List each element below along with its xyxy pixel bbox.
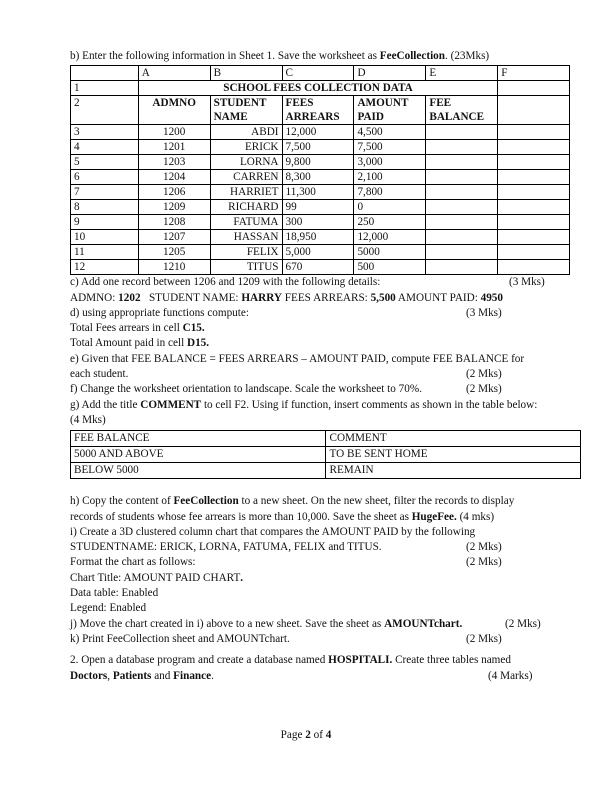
fee-balance-cell bbox=[426, 215, 498, 230]
row-number: 2 bbox=[71, 96, 139, 125]
empty-cell bbox=[498, 155, 570, 170]
question-h: h) Copy the content of FeeCollection to a new sheet. On the new sheet, filter the records to display bbox=[70, 495, 515, 508]
admno-cell: 1201 bbox=[138, 140, 210, 155]
column-letter bbox=[71, 66, 139, 81]
student-name-cell: RICHARD bbox=[210, 200, 282, 215]
question-f: f) Change the worksheet orientation to landscape. Scale the worksheet to 70%. (2 Mks) bbox=[70, 383, 502, 396]
fees-arrears-cell: 11,300 bbox=[282, 185, 354, 200]
fees-arrears-cell: 8,300 bbox=[282, 170, 354, 185]
row-number: 11 bbox=[71, 245, 139, 260]
question-2-cont: Doctors, Patients and Finance. (4 Marks) bbox=[70, 669, 533, 682]
fee-balance-cell bbox=[426, 125, 498, 140]
comment-table bbox=[70, 430, 581, 479]
admno-cell: 1210 bbox=[138, 260, 210, 275]
empty-cell bbox=[498, 185, 570, 200]
document-page bbox=[70, 49, 550, 684]
fees-arrears-cell: 7,500 bbox=[282, 140, 354, 155]
fees-arrears-cell: 300 bbox=[282, 215, 354, 230]
question-i: i) Create a 3D clustered column chart that compares the AMOUNT PAID by the following bbox=[70, 525, 476, 538]
question-h-cont: records of students whose fee arrears is more than 10,000. Save the sheet as HugeFee. (4 mks) bbox=[70, 510, 495, 523]
row-number: 4 bbox=[71, 140, 139, 155]
column-header: FEES ARREARS bbox=[282, 96, 354, 125]
question-i-legend: Legend: Enabled bbox=[70, 602, 147, 615]
question-g-marks: (4 Mks) bbox=[70, 413, 106, 426]
column-letter: A bbox=[138, 66, 210, 81]
fee-balance-cell bbox=[426, 245, 498, 260]
comment-cell: BELOW 5000 bbox=[71, 463, 326, 479]
student-name-cell: TITUS bbox=[210, 260, 282, 275]
empty-cell bbox=[498, 81, 570, 96]
column-letter: E bbox=[426, 66, 498, 81]
empty-cell bbox=[498, 200, 570, 215]
question-i-students: STUDENTNAME: ERICK, LORNA, FATUMA, FELIX and TITUS. (2 Mks) bbox=[70, 541, 502, 554]
question-e-cont: each student. (2 Mks) bbox=[70, 368, 502, 381]
question-k: k) Print FeeCollection sheet and AMOUNTchart. (2 Mks) bbox=[70, 632, 502, 645]
fee-balance-cell bbox=[426, 185, 498, 200]
empty-cell bbox=[498, 230, 570, 245]
question-d: d) using appropriate functions compute: (3 Mks) bbox=[70, 306, 502, 319]
fees-arrears-cell: 9,800 bbox=[282, 155, 354, 170]
amount-paid-cell: 2,100 bbox=[354, 170, 426, 185]
empty-cell bbox=[498, 125, 570, 140]
student-name-cell: HASSAN bbox=[210, 230, 282, 245]
question-e: e) Given that FEE BALANCE = FEES ARREARS – AMOUNT PAID, compute FEE BALANCE for bbox=[70, 352, 525, 365]
fee-balance-cell bbox=[426, 170, 498, 185]
student-name-cell: HARRIET bbox=[210, 185, 282, 200]
student-name-cell: FATUMA bbox=[210, 215, 282, 230]
fee-balance-cell bbox=[426, 140, 498, 155]
table-row bbox=[71, 230, 570, 245]
amount-paid-cell: 250 bbox=[354, 215, 426, 230]
fee-balance-cell bbox=[426, 155, 498, 170]
table-row bbox=[71, 215, 570, 230]
column-header bbox=[498, 96, 570, 125]
column-letter: C bbox=[282, 66, 354, 81]
admno-cell: 1203 bbox=[138, 155, 210, 170]
question-i-datatable: Data table: Enabled bbox=[70, 587, 159, 600]
comment-row bbox=[71, 447, 581, 463]
sheet-title: SCHOOL FEES COLLECTION DATA bbox=[138, 81, 498, 96]
row-number: 7 bbox=[71, 185, 139, 200]
table-row bbox=[71, 185, 570, 200]
student-name-cell: ABDI bbox=[210, 125, 282, 140]
column-letter: B bbox=[210, 66, 282, 81]
row-number: 10 bbox=[71, 230, 139, 245]
comment-row bbox=[71, 431, 581, 447]
table-row bbox=[71, 125, 570, 140]
table-row bbox=[71, 170, 570, 185]
table-row bbox=[71, 260, 570, 275]
amount-paid-cell: 500 bbox=[354, 260, 426, 275]
column-letter: D bbox=[354, 66, 426, 81]
table-row bbox=[71, 200, 570, 215]
amount-paid-cell: 3,000 bbox=[354, 155, 426, 170]
question-i-format: Format the chart as follows: (2 Mks) bbox=[70, 556, 502, 569]
comment-cell: REMAIN bbox=[326, 463, 581, 479]
fees-arrears-cell: 670 bbox=[282, 260, 354, 275]
fees-arrears-cell: 12,000 bbox=[282, 125, 354, 140]
amount-paid-cell: 4,500 bbox=[354, 125, 426, 140]
title-row bbox=[71, 81, 570, 96]
question-i-title: Chart Title: AMOUNT PAID CHART. bbox=[70, 571, 244, 584]
empty-cell bbox=[498, 215, 570, 230]
student-name-cell: ERICK bbox=[210, 140, 282, 155]
column-header: FEE BALANCE bbox=[426, 96, 498, 125]
admno-cell: 1205 bbox=[138, 245, 210, 260]
admno-cell: 1207 bbox=[138, 230, 210, 245]
column-header: STUDENT NAME bbox=[210, 96, 282, 125]
column-header: AMOUNT PAID bbox=[354, 96, 426, 125]
admno-cell: 1204 bbox=[138, 170, 210, 185]
question-c: c) Add one record between 1206 and 1209 with the following details: (3 Mks) bbox=[70, 276, 545, 289]
question-j: j) Move the chart created in i) above to a new sheet. Save the sheet as AMOUNTchart. (2 Mks) bbox=[70, 617, 541, 630]
header-row bbox=[71, 96, 570, 125]
student-name-cell: CARREN bbox=[210, 170, 282, 185]
comment-row bbox=[71, 463, 581, 479]
column-letters-row bbox=[71, 66, 570, 81]
row-number: 12 bbox=[71, 260, 139, 275]
table-row bbox=[71, 140, 570, 155]
student-name-cell: FELIX bbox=[210, 245, 282, 260]
fees-arrears-cell: 5,000 bbox=[282, 245, 354, 260]
amount-paid-cell: 12,000 bbox=[354, 230, 426, 245]
amount-paid-cell: 7,800 bbox=[354, 185, 426, 200]
fees-table bbox=[70, 65, 570, 275]
comment-cell: TO BE SENT HOME bbox=[326, 447, 581, 463]
row-number: 5 bbox=[71, 155, 139, 170]
empty-cell bbox=[498, 260, 570, 275]
comment-cell: 5000 AND ABOVE bbox=[71, 447, 326, 463]
amount-paid-cell: 0 bbox=[354, 200, 426, 215]
page-footer: Page 2 of 4 bbox=[280, 729, 332, 741]
admno-cell: 1209 bbox=[138, 200, 210, 215]
comment-cell: COMMENT bbox=[326, 431, 581, 447]
amount-paid-cell: 7,500 bbox=[354, 140, 426, 155]
row-number: 6 bbox=[71, 170, 139, 185]
admno-cell: 1208 bbox=[138, 215, 210, 230]
column-header: ADMNO bbox=[138, 96, 210, 125]
column-letter: F bbox=[498, 66, 570, 81]
comment-cell: FEE BALANCE bbox=[71, 431, 326, 447]
question-2: 2. Open a database program and create a database named HOSPITALI. Create three tables named bbox=[70, 654, 511, 667]
empty-cell bbox=[498, 170, 570, 185]
empty-cell bbox=[498, 245, 570, 260]
amount-paid-cell: 5000 bbox=[354, 245, 426, 260]
empty-cell bbox=[498, 140, 570, 155]
admno-cell: 1200 bbox=[138, 125, 210, 140]
fee-balance-cell bbox=[426, 200, 498, 215]
row-number: 9 bbox=[71, 215, 139, 230]
table-row bbox=[71, 155, 570, 170]
fees-arrears-cell: 99 bbox=[282, 200, 354, 215]
row-number: 3 bbox=[71, 125, 139, 140]
fee-balance-cell bbox=[426, 260, 498, 275]
table-row bbox=[71, 245, 570, 260]
fees-arrears-cell: 18,950 bbox=[282, 230, 354, 245]
question-d-fees: Total Fees arrears in cell C15. bbox=[70, 322, 205, 335]
row-number: 8 bbox=[71, 200, 139, 215]
question-d-paid: Total Amount paid in cell D15. bbox=[70, 337, 210, 350]
student-name-cell: LORNA bbox=[210, 155, 282, 170]
question-g: g) Add the title COMMENT to cell F2. Using if function, insert comments as shown in the table below: bbox=[70, 398, 538, 411]
row-number: 1 bbox=[71, 81, 139, 96]
question-c-details: ADMNO: 1202 STUDENT NAME: HARRY FEES ARREARS: 5,500 AMOUNT PAID: 4950 bbox=[70, 291, 503, 304]
admno-cell: 1206 bbox=[138, 185, 210, 200]
question-b: b) Enter the following information in Sheet 1. Save the worksheet as FeeCollection. (23Mks) bbox=[70, 50, 490, 62]
fee-balance-cell bbox=[426, 230, 498, 245]
